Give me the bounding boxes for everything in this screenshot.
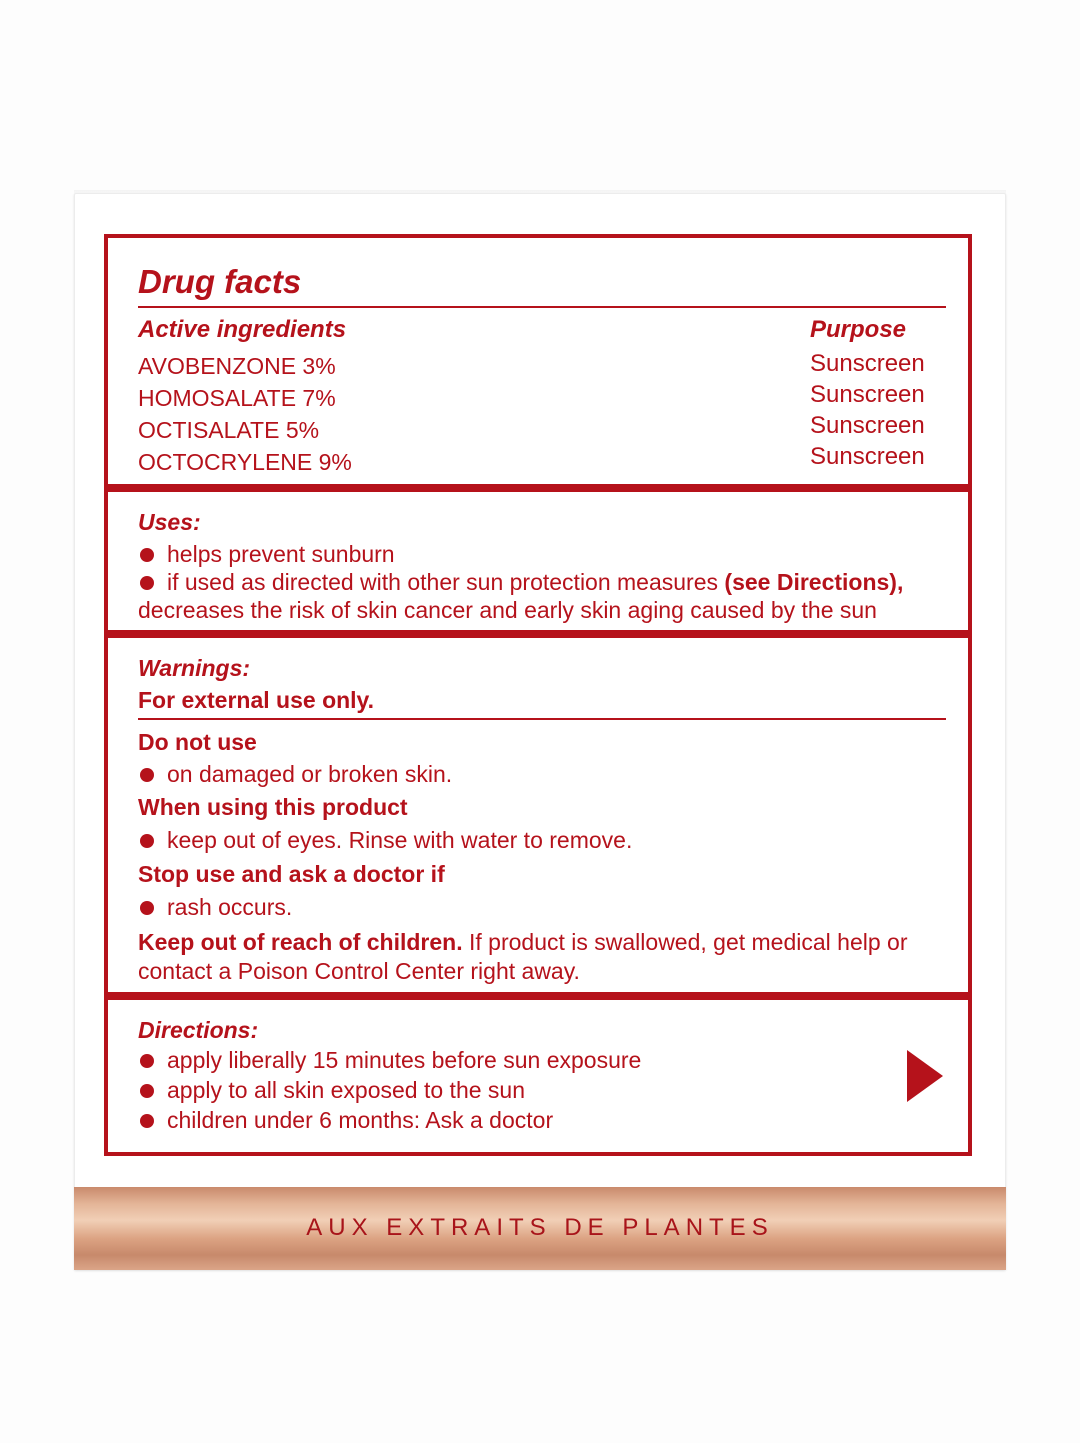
directions-item: apply to all skin exposed to the sun [140, 1076, 525, 1104]
bullet-icon [140, 1054, 154, 1068]
ingredient-name: HOMOSALATE 7% [138, 385, 336, 411]
ingredient-purpose: Sunscreen [810, 443, 925, 470]
bullet-icon [140, 901, 154, 915]
keep-out-of-reach: Keep out of reach of children. If product is swallowed, get medical help or [138, 929, 908, 955]
active-ingredients-header: Active ingredients [138, 316, 347, 343]
bullet-icon [140, 548, 154, 562]
section-divider [108, 992, 968, 1000]
section-divider [108, 630, 968, 638]
when-using-item: keep out of eyes. Rinse with water to remove. [140, 826, 632, 854]
title-rule [138, 306, 946, 308]
do-not-use-item: on damaged or broken skin. [140, 760, 452, 788]
uses-item-continued: decreases the risk of skin cancer and early skin aging caused by the sun [138, 597, 877, 623]
keep-out-continued: contact a Poison Control Center right away. [138, 958, 580, 984]
do-not-use-heading: Do not use [138, 729, 257, 755]
external-use-notice: For external use only. [138, 687, 375, 713]
uses-item: if used as directed with other sun protection measures (see Directions), [140, 568, 903, 596]
uses-heading: Uses: [138, 509, 201, 535]
when-using-heading: When using this product [138, 794, 408, 820]
ingredient-purpose: Sunscreen [810, 381, 925, 408]
section-divider [108, 484, 968, 492]
bottom-band [74, 1187, 1006, 1270]
bullet-icon [140, 1114, 154, 1128]
triangle-right-icon [907, 1050, 943, 1102]
stop-use-heading: Stop use and ask a doctor if [138, 861, 445, 887]
stop-use-item: rash occurs. [140, 893, 292, 921]
directions-item: children under 6 months: Ask a doctor [140, 1106, 553, 1134]
warnings-heading: Warnings: [138, 655, 251, 681]
directions-item: apply liberally 15 minutes before sun exposure [140, 1046, 641, 1074]
ingredient-name: OCTOCRYLENE 9% [138, 449, 352, 475]
bullet-icon [140, 834, 154, 848]
ingredient-name: AVOBENZONE 3% [138, 353, 336, 379]
directions-heading: Directions: [138, 1017, 259, 1043]
drug-facts-title: Drug facts [138, 263, 302, 300]
bullet-icon [140, 1084, 154, 1098]
bullet-icon [140, 768, 154, 782]
drug-facts-panel [104, 234, 972, 1156]
uses-item: helps prevent sunburn [140, 540, 395, 568]
bullet-icon [140, 576, 154, 590]
ingredient-name: OCTISALATE 5% [138, 417, 320, 443]
purpose-header: Purpose [810, 316, 907, 343]
ingredient-purpose: Sunscreen [810, 412, 925, 439]
warnings-rule [138, 718, 946, 720]
ingredient-purpose: Sunscreen [810, 350, 925, 377]
band-text: AUX EXTRAITS DE PLANTES [306, 1214, 774, 1241]
